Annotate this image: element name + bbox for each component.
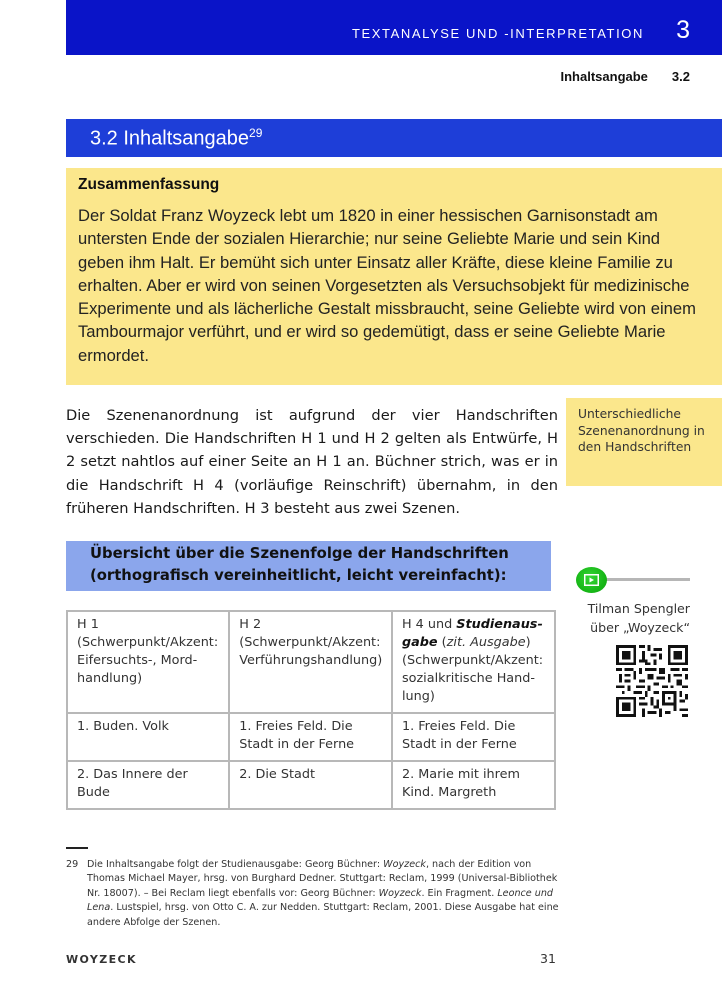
header-title-note: zit. Ausgabe [446, 635, 526, 650]
section-title [90, 126, 262, 151]
media-link[interactable] [576, 567, 690, 597]
running-head [561, 69, 691, 84]
qr-code-icon[interactable] [616, 644, 688, 718]
header-title: H 4 und Studienausgabe (zit. Ausgabe) [401, 617, 543, 650]
section-title-text: 3.2 Inhaltsangabe [90, 127, 250, 150]
footnote [66, 858, 561, 930]
footnote-text: Die Inhaltsangabe folgt der Studienausgabe: Georg Büchner: Woyzeck, nach der Edition von Thomas Michael Mayer, hrsg. von Burghard Dedner. Stuttgart: Reclam, 1999 (Universal-Bibliothek Nr. 18007). – Bei Reclam liegt ebenfalls vor: Georg Büchner: Woyzeck. Ein Fragment. Leonce und Lena. Lustspiel, hrsg. von Otto C. A. zur Nedden. Stuttgart: Reclam, 2001. Diese Ausgabe hat eine andere Abfolge der Szenen. [87, 859, 559, 928]
running-section-title: Inhaltsangabe [560, 69, 648, 84]
table-cell: 2. Marie mit ihrem Kind. Margreth [392, 761, 555, 809]
video-play-icon[interactable] [576, 567, 607, 593]
footnote-divider [66, 847, 88, 849]
margin-note: Unterschiedliche Szenenanordnung in den Handschriften [566, 398, 722, 486]
summary-box [66, 168, 722, 385]
footnote-reference[interactable]: 29 [249, 126, 263, 140]
table-caption-line-1: Übersicht über die Szenenfolge der Handschriften [90, 545, 509, 562]
summary-heading: Zusammenfassung [78, 176, 220, 193]
table-cell: 1. Freies Feld. Die Stadt in der Ferne [392, 713, 555, 761]
running-section-number: 3.2 [671, 69, 690, 84]
footer-book-title: WOYZECK [66, 953, 137, 966]
table-header-cell [229, 611, 392, 713]
page-number: 31 [540, 951, 556, 966]
header-desc: (Schwerpunkt/Akzent: Eifersuchts-, Mordhandlung) [77, 635, 219, 686]
table-header-cell [392, 611, 555, 713]
media-caption-line-2: über „Woyzeck“ [590, 620, 690, 635]
table-row [67, 761, 555, 809]
table-row [67, 713, 555, 761]
table-caption-line-2: (orthografisch vereinheitlicht, leicht vereinfacht): [90, 567, 507, 584]
chapter-title: TEXTANALYSE UND -INTERPRETATION [351, 26, 644, 41]
table-caption [66, 541, 551, 591]
table-header-row [67, 611, 555, 713]
header-title-prefix: H 4 und [401, 617, 457, 632]
header-desc: (Schwerpunkt/Akzent: sozialkritische Handlung) [401, 653, 544, 704]
table-cell: 1. Buden. Volk [67, 713, 229, 761]
header-title: H 1 [77, 617, 99, 632]
media-caption-line-1: Tilman Spengler [587, 601, 690, 616]
chapter-number: 3 [676, 16, 690, 44]
header-desc: (Schwerpunkt/Akzent: Verführungshandlung) [239, 635, 383, 668]
table-cell: 2. Das Innere der Bude [67, 761, 229, 809]
media-caption [566, 599, 690, 637]
header-title: H 2 [239, 617, 262, 632]
table-header-cell [67, 611, 229, 713]
table-cell: 1. Freies Feld. Die Stadt in der Ferne [229, 713, 392, 761]
header-title-emphasis: Studienausgabe [401, 617, 543, 650]
media-divider [606, 578, 690, 581]
body-paragraph: Die Szenenanordnung ist aufgrund der vier Handschriften verschieden. Die Handschriften H 1 und H 2 gelten als Entwürfe, H 2 setzt nahtlos auf einer Seite an H 1 an. Büchner strich, was er in die Handschrift H 4 (vorläufige Reinschrift) übernahm, in den früheren Handschriften. H 3 besteht aus zwei Szenen. [66, 407, 558, 517]
table-cell: 2. Die Stadt [229, 761, 392, 809]
chapter-banner [66, 0, 722, 55]
scene-table [66, 610, 556, 810]
section-heading-bar [66, 119, 722, 157]
summary-text: Der Soldat Franz Woyzeck lebt um 1820 in einer hessischen Garnisonstadt am untersten Ende der sozialen Hierarchie; nur seine Geliebte Marie und sein Kind geben ihm Halt. Er bemüht sich unter Einsatz aller Kräfte, diese kleine Familie zu erhalten. Aber er wird von seinen Vorgesetzten als Versuchsobjekt für medizinische Experimente und als lächerliche Gestalt missbraucht, seine Geliebte wird von einem Tambourmajor verführt, und er wird so gedemütigt, dass er seine Geliebte Marie ermordet. [78, 206, 696, 365]
footnote-number: 29 [66, 859, 79, 870]
